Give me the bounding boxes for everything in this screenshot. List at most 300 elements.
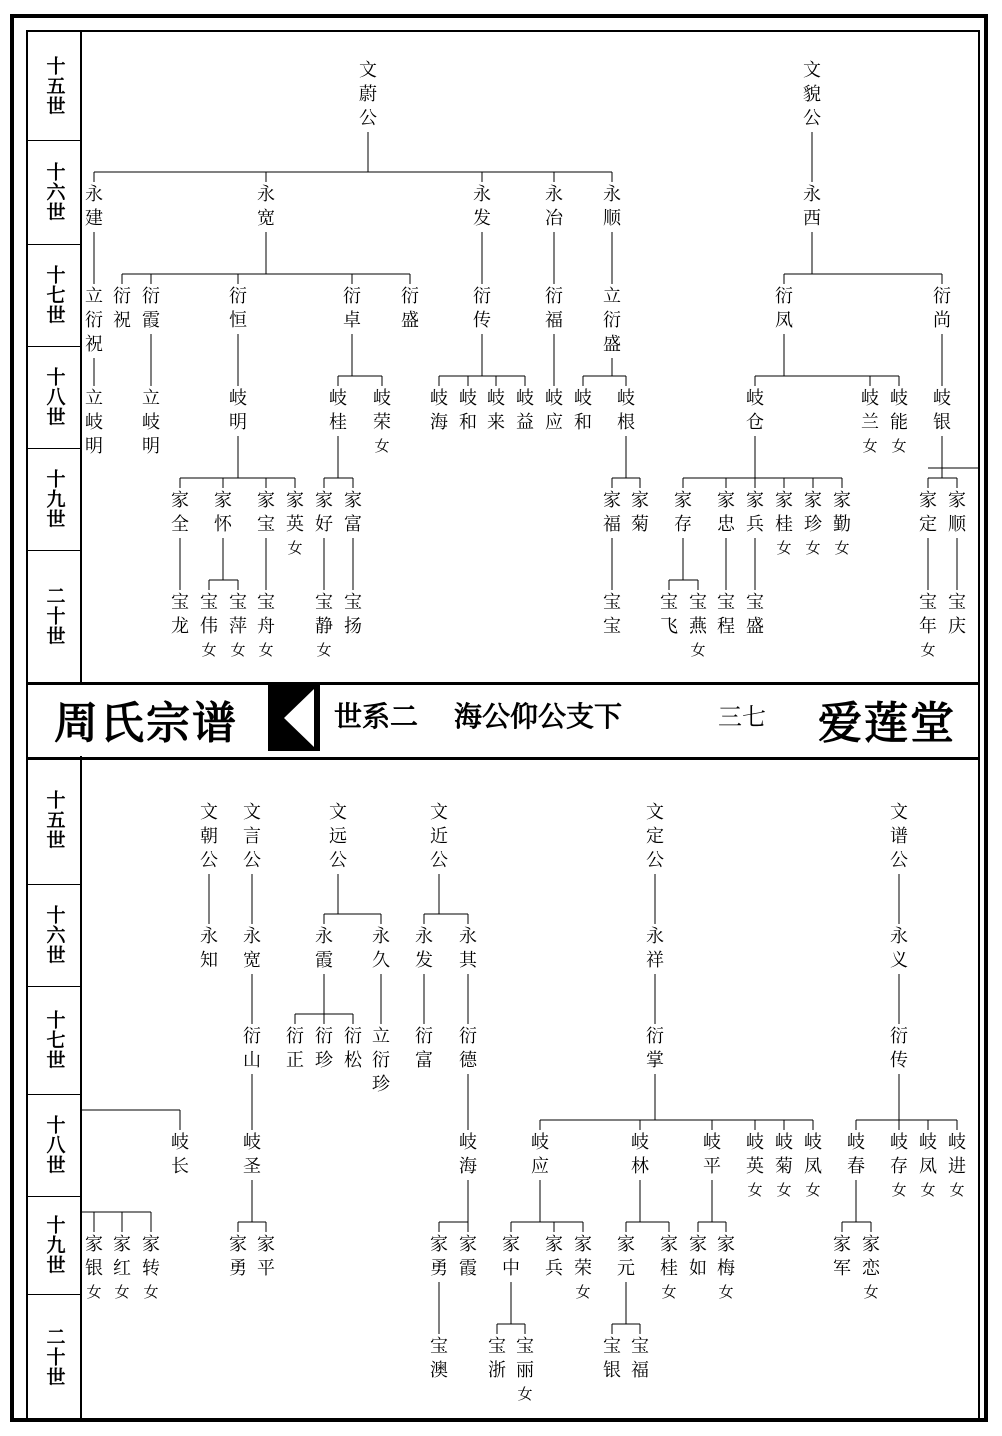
person-name-char: 岐 [933,388,951,409]
person-name-char: 宝 [603,616,621,637]
person-name-char: 永 [372,926,390,947]
person-name-char: 顺 [948,514,966,535]
person-name-char: 银 [933,412,951,433]
person-node [171,490,189,535]
person-name-char: 永 [803,184,821,205]
female-note: 女 [316,641,332,659]
person-node [746,592,764,637]
person-node [717,1234,735,1301]
person-node [717,592,735,637]
person-name-char: 文 [359,60,377,81]
person-node [516,1336,534,1403]
person-node [85,286,103,355]
female-note: 女 [863,1283,879,1301]
person-name-char: 德 [459,1050,477,1071]
person-node [689,1234,707,1279]
person-name-char: 龙 [171,616,189,637]
person-node [372,1026,390,1095]
person-node [85,388,103,457]
person-name-char: 传 [473,310,491,331]
person-node [142,388,160,457]
person-name-char: 文 [890,802,908,823]
person-node [933,388,951,433]
person-name-char: 永 [85,184,103,205]
person-name-char: 浙 [488,1360,506,1381]
person-node [948,490,967,535]
person-name-char: 元 [617,1258,635,1279]
person-name-char: 衍 [603,310,621,331]
person-name-char: 福 [545,310,563,331]
section-title: 世系二 [334,700,419,733]
person-node [890,1132,908,1199]
person-node [717,490,736,535]
person-name-char: 明 [229,412,247,433]
person-name-char: 衍 [113,286,131,307]
person-name-char: 永 [459,926,477,947]
person-node [459,1132,477,1177]
person-name-char: 家 [574,1234,592,1255]
person-name-char: 应 [545,412,563,433]
person-name-char: 家 [229,1234,247,1255]
person-name-char: 文 [646,802,664,823]
person-name-char: 银 [603,1360,621,1381]
person-name-char: 勤 [833,514,851,535]
person-name-char: 好 [315,514,333,535]
person-name-char: 伟 [200,616,218,637]
person-name-char: 岐 [804,1132,822,1153]
person-name-char: 岐 [516,388,534,409]
person-name-char: 宝 [344,592,362,613]
person-node [344,1026,363,1071]
person-node [343,286,361,331]
person-name-char: 岐 [617,388,635,409]
person-name-char: 发 [415,950,433,971]
person-name-char: 衍 [401,286,419,307]
person-name-char: 桂 [775,514,793,535]
person-name-char: 文 [329,802,347,823]
person-node [286,490,304,557]
person-node [473,184,491,229]
person-node [502,1234,520,1279]
female-note: 女 [805,1181,821,1199]
person-name-char: 岐 [919,1132,937,1153]
person-name-char: 衍 [286,1026,304,1047]
branch-title: 海公仰公支下 [454,700,623,733]
female-note: 女 [920,1181,936,1199]
person-name-char: 丽 [516,1360,534,1381]
person-name-char: 福 [603,514,621,535]
person-node [775,490,793,557]
person-name-char: 岐 [861,388,879,409]
person-name-char: 衍 [243,1026,261,1047]
person-name-char: 岐 [775,1132,793,1153]
person-name-char: 冶 [545,208,563,229]
person-name-char: 宝 [516,1336,534,1357]
female-note: 女 [287,539,303,557]
person-name-char: 衍 [372,1050,390,1071]
person-name-char: 宝 [717,592,735,613]
person-node [315,490,333,535]
person-name-char: 公 [329,850,347,871]
person-name-char: 文 [200,802,218,823]
person-name-char: 家 [775,490,793,511]
person-name-char: 舟 [257,616,275,637]
person-name-char: 岐 [890,1132,908,1153]
person-name-char: 衍 [473,286,491,307]
person-name-char: 文 [243,802,261,823]
female-note: 女 [114,1283,130,1301]
person-name-char: 传 [890,1050,908,1071]
person-name-char: 岐 [487,388,505,409]
female-note: 女 [776,1181,792,1199]
person-name-char: 澳 [430,1360,448,1381]
person-name-char: 卓 [343,310,361,331]
person-node [415,926,433,971]
person-node [631,1132,649,1177]
person-name-char: 家 [286,490,304,511]
person-node [286,1026,304,1071]
person-name-char: 年 [919,616,937,637]
person-name-char: 岐 [703,1132,721,1153]
person-node [746,490,764,535]
person-name-char: 家 [717,490,735,511]
person-node [459,1234,477,1279]
person-name-char: 家 [689,1234,707,1255]
person-name-char: 文 [803,60,821,81]
person-node [948,1132,966,1199]
person-name-char: 家 [746,490,764,511]
person-node [545,388,563,433]
person-name-char: 家 [502,1234,520,1255]
person-name-char: 英 [746,1156,764,1177]
person-node [415,1026,433,1071]
person-name-char: 富 [415,1050,433,1071]
female-note: 女 [258,641,274,659]
person-name-char: 山 [243,1050,261,1071]
person-node [646,802,664,871]
person-node [257,490,275,535]
person-node [833,1234,851,1279]
person-name-char: 知 [200,950,218,971]
person-node [545,286,563,331]
person-name-char: 来 [487,412,505,433]
person-node [631,1336,649,1381]
person-name-char: 立 [85,388,103,409]
person-name-char: 家 [919,490,937,511]
person-name-char: 岐 [229,388,247,409]
person-node [646,926,664,971]
person-name-char: 衍 [459,1026,477,1047]
person-name-char: 岐 [373,388,391,409]
person-name-char: 宝 [746,592,764,613]
generation-text: 十五世 [43,790,66,850]
person-name-char: 家 [257,1234,275,1255]
person-name-char: 家 [631,490,649,511]
person-node [803,184,821,229]
person-name-char: 桂 [660,1258,678,1279]
person-name-char: 衍 [343,286,361,307]
female-note: 女 [949,1181,965,1199]
person-name-char: 蔚 [359,84,377,105]
person-name-char: 衍 [415,1026,433,1047]
person-node [200,592,218,659]
person-name-char: 宝 [689,592,707,613]
person-name-char: 宝 [315,592,333,613]
person-name-char: 岐 [545,388,563,409]
person-node [689,592,708,659]
person-name-char: 永 [243,926,261,947]
person-name-char: 公 [890,850,908,871]
person-node [473,286,491,331]
person-name-char: 宝 [660,592,678,613]
person-name-char: 菊 [631,514,649,535]
person-name-char: 恒 [229,310,247,331]
person-name-char: 菊 [775,1156,793,1177]
person-node [804,1132,822,1199]
person-name-char: 衍 [229,286,247,307]
person-node [603,1336,621,1381]
person-name-char: 祝 [85,334,103,355]
person-name-char: 岐 [329,388,347,409]
person-node [113,286,131,331]
person-name-char: 海 [430,412,448,433]
person-name-char: 久 [372,950,390,971]
female-note: 女 [517,1385,533,1403]
person-name-char: 家 [214,490,232,511]
person-node [229,592,247,659]
person-name-char: 岐 [243,1132,261,1153]
person-node [171,592,189,637]
person-node [603,184,622,229]
female-note: 女 [834,539,850,557]
person-name-char: 英 [286,514,304,535]
person-name-char: 其 [459,950,477,971]
person-name-char: 谱 [890,826,908,847]
person-name-char: 家 [171,490,189,511]
person-name-char: 朝 [200,826,218,847]
person-name-char: 仓 [746,412,764,433]
person-name-char: 海 [459,1156,477,1177]
person-name-char: 中 [502,1258,520,1279]
person-node [344,592,362,637]
person-name-char: 家 [804,490,822,511]
person-name-char: 宝 [257,514,275,535]
person-name-char: 永 [646,926,664,947]
person-name-char: 言 [243,826,261,847]
person-name-char: 岐 [847,1132,865,1153]
person-name-char: 岐 [430,388,448,409]
generation-text: 十五世 [43,56,66,116]
person-node [890,1026,908,1071]
person-name-char: 宽 [243,950,261,971]
person-name-char: 珍 [372,1074,390,1095]
person-name-char: 公 [359,108,377,129]
person-name-char: 岐 [574,388,592,409]
person-node [488,1336,506,1381]
person-name-char: 圣 [243,1156,261,1177]
person-name-char: 凤 [804,1156,822,1177]
person-name-char: 忠 [717,514,735,535]
person-node [847,1132,865,1177]
person-name-char: 荣 [373,412,391,433]
person-node [344,490,362,535]
person-name-char: 尚 [933,310,951,331]
person-node [646,1026,664,1071]
person-name-char: 公 [646,850,664,871]
person-node [919,592,937,659]
person-name-char: 岐 [948,1132,966,1153]
person-node [531,1132,549,1177]
person-name-char: 存 [674,514,692,535]
person-node [142,286,160,331]
person-name-char: 珍 [315,1050,333,1071]
person-node [775,1132,793,1199]
generation-text: 十六世 [43,162,66,222]
person-name-char: 家 [257,490,275,511]
person-node [243,1026,261,1071]
person-name-char: 明 [142,436,160,457]
generation-text: 十七世 [43,265,66,325]
person-name-char: 家 [315,490,333,511]
person-name-char: 宝 [488,1336,506,1357]
person-node [746,388,764,433]
person-node [459,926,478,971]
person-name-char: 宝 [257,592,275,613]
person-name-char: 家 [545,1234,563,1255]
person-node [315,1026,333,1071]
person-name-char: 霞 [142,310,160,331]
person-name-char: 家 [459,1234,477,1255]
person-node [430,1234,448,1279]
person-name-char: 公 [243,850,261,871]
person-node [243,802,261,871]
person-name-char: 根 [617,412,635,433]
person-name-char: 家 [674,490,692,511]
person-name-char: 盛 [746,616,764,637]
person-node [257,184,275,229]
person-name-char: 立 [85,286,103,307]
person-name-char: 程 [717,616,735,637]
person-name-char: 岐 [531,1132,549,1153]
person-name-char: 祥 [646,950,664,971]
person-name-char: 家 [113,1234,131,1255]
person-node [516,388,534,433]
person-node [243,926,261,971]
person-node [919,490,937,535]
person-name-char: 荣 [574,1258,592,1279]
person-name-char: 兵 [545,1258,563,1279]
person-name-char: 长 [171,1156,189,1177]
person-node [746,1132,764,1199]
female-note: 女 [891,437,907,455]
person-node [574,388,592,433]
person-node [373,388,391,455]
person-node [329,802,347,871]
person-node [919,1132,937,1199]
person-name-char: 军 [833,1258,851,1279]
person-node [890,802,908,871]
person-name-char: 家 [142,1234,160,1255]
person-node [430,388,448,433]
person-name-char: 林 [631,1156,649,1177]
person-name-char: 家 [660,1234,678,1255]
person-name-char: 永 [545,184,563,205]
person-name-char: 恋 [862,1258,880,1279]
person-name-char: 衍 [933,286,951,307]
person-name-char: 家 [617,1234,635,1255]
person-node [359,60,377,129]
person-name-char: 飞 [660,616,678,637]
person-name-char: 扬 [344,616,362,637]
person-name-char: 衍 [890,1026,908,1047]
female-note: 女 [201,641,217,659]
person-node [933,286,951,331]
person-name-char: 和 [574,412,592,433]
female-note: 女 [747,1181,763,1199]
person-name-char: 衍 [85,310,103,331]
person-name-char: 家 [603,490,621,511]
person-name-char: 永 [890,926,908,947]
person-name-char: 祝 [113,310,131,331]
person-name-char: 正 [286,1050,304,1071]
person-name-char: 明 [85,436,103,457]
person-name-char: 凤 [919,1156,937,1177]
person-name-char: 盛 [603,334,621,355]
person-name-char: 貌 [803,84,821,105]
person-node [603,592,621,637]
person-node [200,802,218,871]
person-name-char: 宝 [229,592,247,613]
generation-text: 十八世 [43,367,66,427]
person-node [674,490,692,535]
person-name-char: 应 [531,1156,549,1177]
person-name-char: 公 [200,850,218,871]
book-title: 周氏宗谱 [54,698,238,749]
person-name-char: 远 [329,826,347,847]
person-name-char: 霞 [459,1258,477,1279]
female-note: 女 [374,437,390,455]
person-name-char: 和 [459,412,477,433]
person-node [803,60,821,129]
person-node [315,926,333,971]
person-node [243,1132,261,1177]
person-node [574,1234,592,1301]
person-name-char: 梅 [717,1258,735,1279]
person-name-char: 定 [919,514,937,535]
person-name-char: 西 [803,208,821,229]
person-name-char: 宝 [171,592,189,613]
person-node [804,490,822,557]
generation-text: 十九世 [43,1215,66,1275]
person-name-char: 永 [473,184,491,205]
person-name-char: 家 [717,1234,735,1255]
person-node [545,184,564,229]
female-note: 女 [718,1283,734,1301]
person-name-char: 家 [833,490,851,511]
person-name-char: 岐 [890,388,908,409]
person-name-char: 松 [344,1050,362,1071]
person-name-char: 宽 [257,208,275,229]
person-name-char: 定 [646,826,664,847]
person-name-char: 衍 [315,1026,333,1047]
person-name-char: 庆 [948,616,966,637]
person-node [430,802,448,871]
person-node [85,1234,103,1301]
person-name-char: 衍 [545,286,563,307]
person-node [617,1234,635,1279]
person-name-char: 春 [847,1156,865,1177]
person-node [617,388,635,433]
